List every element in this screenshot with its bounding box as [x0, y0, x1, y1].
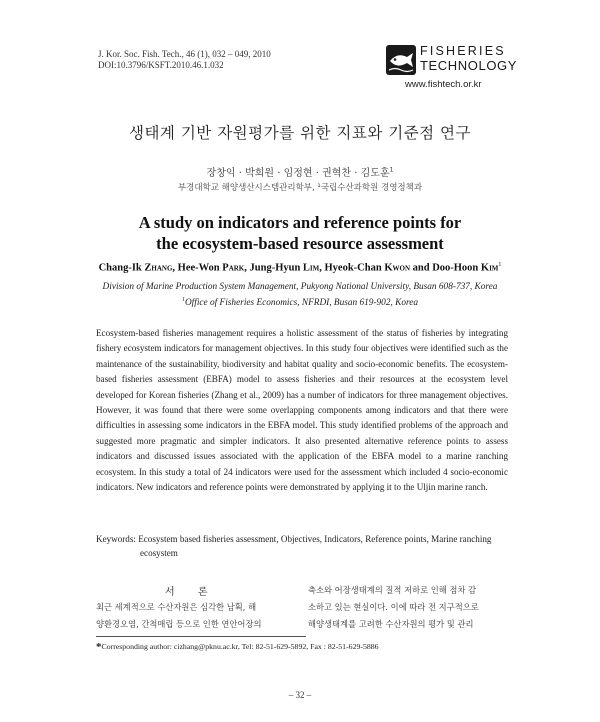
citation-line-1: J. Kor. Soc. Fish. Tech., 46 (1), 032 – 049, 2010: [98, 49, 271, 59]
author-sep-4: and: [410, 262, 433, 274]
english-authors: [0, 262, 600, 274]
korean-affiliation: 부경대학교 해양생산시스템관리학부, ¹국립수산과학원 경영정책과: [177, 183, 423, 193]
author-sep-1: ,: [172, 262, 178, 274]
english-title-line-1: A study on indicators and reference points for: [138, 213, 462, 232]
korean-author-names: 장창익 · 박희원 · 임정현 · 권혁찬 · 김도훈: [206, 168, 390, 179]
intro-right-line-1: 축소와 어장생태계의 질적 저하로 인해 점차 감: [308, 585, 477, 595]
author-superscript-5: 1: [498, 262, 502, 268]
page-number: – 32 –: [288, 690, 312, 700]
english-title-line-2: the ecosystem-based resource assessment: [156, 234, 444, 253]
author-sep-2: ,: [244, 262, 250, 274]
citation-line-2: DOI:10.3796/KSFT.2010.46.1.032: [98, 60, 224, 70]
author-given-2: Hee-Won: [177, 262, 223, 274]
author-given-5: Doo-Hoon: [432, 262, 481, 274]
footnote-divider: [96, 636, 306, 637]
author-sep-3: ,: [319, 262, 325, 274]
keywords-text-line-1: Ecosystem based fisheries assessment, Objectives, Indicators, Reference points, Marine ranching: [138, 534, 492, 544]
english-affiliations: [0, 281, 600, 310]
affiliation-superscript: 1: [181, 297, 185, 303]
author-given-3: Jung-Hyun: [249, 262, 303, 274]
logo-text-line-2: TECHNOLOGY: [420, 58, 518, 73]
abstract: Ecosystem-based fisheries management requires a holistic assessment of the status of fisheries by integrating fishery ecosystem indicators for management objectives. In this study four objectives were identified such as the maintenance of the sustainability, biodiversity and habitat quality and socio-economic benefits. The ecosystem-based fisheries assessment (EBFA) model to assess fisheries and their resources at the ecosystem level developed for Korean fisheries (Zhang et al., 2009) has a number of indicators for three management objectives. However, it was found that there were some overlapping components among indicators and that there were difficulties in assessing some indicators in the EBFA model. This study identified problems of the approach and suggested more pragmatic and simpler indicators. It also presented alternative reference points to assess indicators and discussed issues associated with the application of the EBFA model to a marine ranching ecosystem. In this study a total of 24 indicators were used for the assessment which included 4 socio-economic indicators. New indicators and reference points were demonstrated by applying it to the Uljin marine ranch.: [96, 328, 508, 493]
logo-text-line-1: FISHERIES: [420, 44, 506, 58]
intro-right-line-3: 해양생태계를 고려한 수산자원의 평가 및 관리: [308, 618, 474, 629]
fish-logo-icon: [385, 44, 417, 76]
author-family-2: Park: [222, 262, 245, 274]
author-given-1: Chang-Ik: [98, 262, 145, 274]
journal-website[interactable]: www.fishtech.or.kr: [405, 79, 482, 90]
author-family-4: Kwon: [384, 262, 410, 274]
intro-right-column: [308, 582, 510, 632]
english-title: [0, 212, 600, 254]
footnote-text: Corresponding author: cizhang@pknu.ac.kr, Tel: 82-51-629-5892, Fax : 82-51-629-5886: [101, 642, 379, 651]
author-given-4: Hyeok-Chan: [324, 262, 385, 274]
author-family-5: Kim: [480, 262, 499, 274]
korean-author-superscript: 1: [389, 166, 394, 174]
keywords: [96, 534, 491, 544]
author-family-1: Zhang: [144, 262, 173, 274]
english-affiliation-2: Office of Fisheries Economics, NFRDI, Busan 619-902, Korea: [184, 298, 419, 309]
english-affiliation-1: Division of Marine Production System Management, Pukyong National University, Busan 608-737, Korea: [102, 282, 498, 292]
intro-left-line-1: 최근 세계적으로 수산자원은 심각한 남획, 해: [96, 602, 257, 612]
author-family-3: Lim: [302, 262, 320, 274]
footnote-mark: *: [96, 641, 102, 653]
keywords-label: Keywords:: [96, 534, 136, 544]
journal-citation: [98, 49, 271, 71]
journal-logo: [385, 44, 518, 76]
korean-authors: [0, 164, 600, 179]
footnote: [96, 641, 379, 653]
english-affiliation-2-row: [0, 294, 600, 310]
korean-title: 생태계 기반 자원평가를 위한 지표와 기준점 연구: [128, 124, 472, 142]
intro-right-line-2: 소하고 있는 현실이다. 이에 따라 전 지구적으로: [308, 601, 479, 612]
intro-left-line-2: 양환경오염, 간척매립 등으로 인한 연안어장의: [96, 618, 262, 629]
keywords-text-line-2: ecosystem: [140, 548, 178, 558]
intro-left-column: [96, 599, 301, 632]
section-heading-introduction: 서 론: [165, 587, 218, 598]
